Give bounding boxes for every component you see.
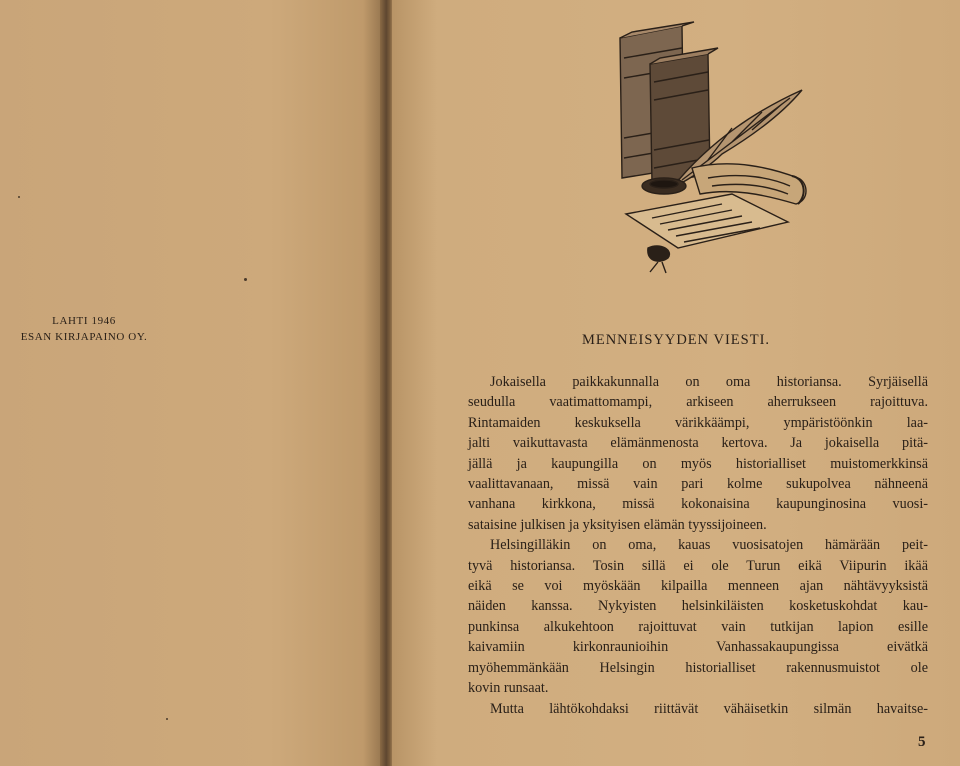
text-line: tyvä historiansa. Tosin sillä ei ole Turun eikä Viipurin ikää — [468, 557, 928, 574]
text-line: kaivamiin kirkonraunioihin Vanhassakaupungissa eivätkä — [468, 639, 928, 656]
text-line: Mutta lähtökohdaksi riittävät vähäisetkin silmän havaitse- — [490, 700, 928, 717]
printer-imprint — [4, 313, 164, 345]
imprint-printer: ESAN KIRJAPAINO OY. — [20, 331, 148, 343]
text-line: sataisine julkisen ja yksityisen elämän tyyssijoineen. — [468, 516, 767, 533]
text-line: kovin runsaat. — [468, 680, 549, 697]
text-line: Rintamaiden keskuksella värikkäämpi, ympäristöönkin laa- — [468, 414, 928, 431]
text-line: eikä se voi myöskään kilpailla menneen ajan nähtävyyksistä — [468, 578, 928, 595]
chapter-title: MENNEISYYDEN VIESTI. — [581, 332, 771, 348]
text-line: Helsingilläkin on oma, kauas vuosisatojen hämärään peit- — [490, 537, 928, 554]
text-line: Jokaisella paikkakunnalla on oma historiansa. Syrjäisellä — [490, 374, 928, 390]
body-text — [468, 372, 928, 719]
text-line: punkinsa alkukehtoon rajoittuvat vain tutkijan lapion esille — [468, 618, 928, 635]
text-line: näiden kanssa. Nykyisten helsinkiläisten kosketuskohdat kau- — [468, 598, 928, 615]
paper-speck — [244, 278, 247, 281]
text-line: seudulla vaatimattomampi, arkiseen aherrukseen rajoittuva. — [468, 394, 928, 411]
imprint-city-year: LAHTI 1946 — [52, 315, 116, 327]
paper-speck — [166, 718, 168, 720]
page-number: 5 — [918, 734, 926, 750]
text-line: myöhemmänkään Helsingin historialliset rakennusmuistot ole — [468, 659, 928, 676]
text-line: vanhana kirkkona, missä kokonaisina kaupunginosina vuosi- — [468, 496, 928, 513]
text-line: vaalittavanaan, missä vain pari kolme sukupolvea nähneenä — [468, 476, 928, 493]
left-page — [0, 0, 386, 766]
paper-speck — [18, 196, 20, 198]
books-quill-scroll-illustration — [612, 18, 822, 274]
text-line: jällä ja kaupungilla on myös historialliset muistomerkkinsä — [468, 455, 928, 472]
text-line: jalti vaikuttavasta elämänmenosta kertova. Ja jokaisella pitä- — [468, 435, 928, 452]
